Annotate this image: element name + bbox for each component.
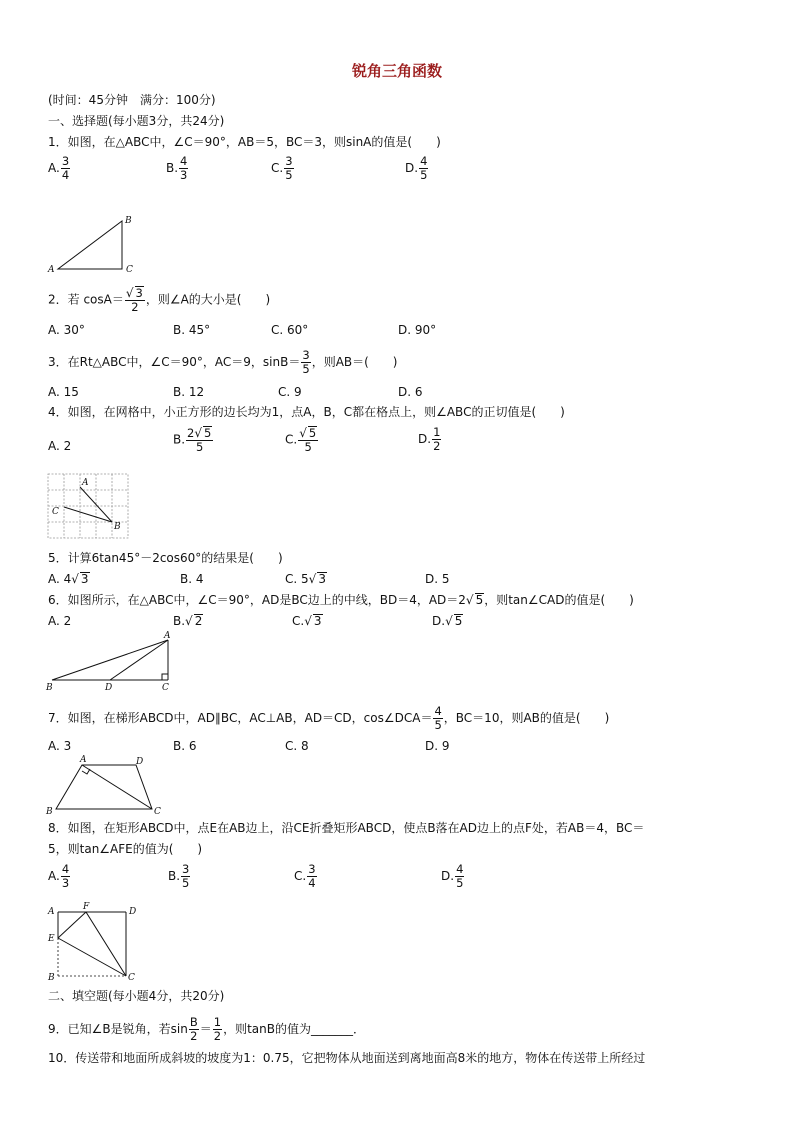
numerator: 4 (434, 704, 442, 718)
radicand: 3 (135, 286, 143, 300)
q7-post: ，BC＝10，则AB的值是( ) (443, 711, 610, 725)
q8-option-c[interactable] (294, 863, 318, 890)
q7-option-c[interactable]: C. 8 (285, 739, 309, 753)
numerator (186, 426, 213, 441)
q6-option-c[interactable] (292, 613, 323, 629)
section-choice-heading: 一、选择题(每小题3分，共24分) (48, 114, 225, 128)
q8-stem-line1: 8．如图，在矩形ABCD中，点E在AB边上，沿CE折叠矩形ABCD，使点B落在AD边上的点F处，若AB＝4，BC＝ (48, 821, 645, 835)
fraction (61, 863, 70, 890)
q3-option-a[interactable]: A. 15 (48, 385, 79, 399)
label-d: D (129, 907, 137, 917)
q4-stem: 4．如图，在网格中，小正方形的边长均为1，点A，B，C都在格点上，则∠ABC的正切值是( ) (48, 405, 565, 419)
exam-meta: (时间：45分钟 满分：100分) (48, 93, 216, 107)
option-label: D. (405, 161, 419, 175)
sqrt-symbol: √ (465, 593, 474, 607)
option-label: A. (48, 869, 60, 883)
q6-triangle-figure (44, 630, 178, 696)
label-d: D (136, 757, 144, 767)
q6-post: ，则tan∠CAD的值是( ) (484, 593, 634, 607)
q5-option-d[interactable]: D. 5 (425, 572, 450, 586)
q10-stem: 10．传送带和地面所成斜坡的坡度为1：0.75，它把物体从地面送到离地面高8米的地方，物体在传送带上所经过 (48, 1051, 646, 1065)
q2-post: ，则∠A的大小是( ) (145, 292, 271, 307)
numerator: 1 (433, 425, 441, 439)
q9-post: ，则tanB的值为_______． (223, 1022, 365, 1036)
option-label: D. (418, 432, 432, 446)
q7-option-b[interactable]: B. 6 (173, 739, 197, 753)
radicand: 5 (454, 614, 463, 628)
q3-post: ，则AB＝( ) (311, 355, 398, 369)
label-f: F (83, 902, 90, 912)
q4-option-c[interactable] (285, 426, 319, 454)
numerator: 4 (180, 154, 188, 168)
label-c: C (128, 973, 135, 983)
denominator: 5 (182, 876, 190, 890)
radicand: 3 (80, 572, 89, 586)
q5-stem: 5．计算6tan45°－2cos60°的结果是( ) (48, 551, 283, 565)
numerator: 3 (61, 154, 70, 168)
denominator: 3 (61, 876, 70, 890)
denominator: 2 (190, 1029, 198, 1043)
q6-option-b[interactable] (173, 613, 203, 629)
radicand: 5 (204, 426, 212, 440)
q8-option-b[interactable] (168, 863, 191, 890)
label-a: A (82, 478, 89, 488)
label-b: B (114, 522, 121, 532)
label-a: A (80, 755, 87, 765)
sqrt-symbol: √ (299, 426, 307, 440)
q1-option-a[interactable] (48, 155, 71, 182)
denominator: 5 (196, 440, 204, 454)
q9-stem (48, 1016, 365, 1043)
q8-option-d[interactable] (441, 863, 465, 890)
label-b: B (46, 807, 53, 817)
sqrt-symbol: √ (304, 614, 312, 628)
denominator: 2 (131, 300, 139, 314)
q6-stem (48, 592, 634, 608)
radicand: 3 (313, 614, 322, 628)
numerator (125, 286, 145, 301)
numerator: 4 (420, 154, 428, 168)
fraction (61, 155, 70, 182)
q4-grid-figure (46, 472, 132, 540)
denominator: 5 (302, 362, 310, 376)
equals: ＝ (199, 1022, 212, 1036)
page-title: 锐角三角函数 (351, 62, 442, 80)
denominator: 3 (180, 168, 188, 182)
option-label: A. (48, 161, 60, 175)
q3-option-b[interactable]: B. 12 (173, 385, 205, 399)
numerator (298, 426, 318, 441)
radicand: 5 (308, 426, 317, 440)
q2-stem (48, 286, 270, 314)
q4-option-d[interactable] (418, 426, 442, 453)
q7-trapezoid-figure (44, 752, 168, 818)
denominator: 2 (433, 439, 441, 453)
fraction (213, 1016, 222, 1043)
q6-option-a[interactable]: A. 2 (48, 614, 72, 628)
q2-pre: 2．若 cosA＝ (48, 292, 124, 307)
q6-pre: 6．如图所示，在△ABC中，∠C＝90°，AD是BC边上的中线，BD＝4，AD＝2 (48, 593, 466, 607)
q9-pre: 9．已知∠B是锐角，若sin (48, 1022, 188, 1036)
label-b: B (48, 973, 55, 983)
fraction (433, 705, 442, 732)
fraction (181, 863, 190, 890)
radicand: 2 (194, 614, 203, 628)
label-c: C (154, 807, 161, 817)
fraction (284, 155, 293, 182)
radicand: 5 (475, 593, 484, 607)
radicand: 3 (318, 572, 326, 586)
fraction (189, 1016, 199, 1043)
q3-pre: 3．在Rt△ABC中，∠C＝90°，AC＝9，sinB＝ (48, 355, 301, 369)
option-label: D. (432, 614, 446, 628)
fraction (125, 286, 145, 314)
fraction (301, 349, 310, 376)
option-label: C. (285, 432, 298, 447)
q8-stem-line2: 5，则tan∠AFE的值为( ) (48, 842, 203, 856)
q1-stem: 1．如图，在△ABC中，∠C＝90°，AB＝5，BC＝3，则sinA的值是( ) (48, 135, 441, 149)
q7-option-a[interactable]: A. 3 (48, 739, 72, 753)
denominator: 4 (308, 876, 316, 890)
sqrt-symbol: √ (71, 572, 79, 586)
q1-option-d[interactable] (405, 155, 429, 182)
denominator: 4 (61, 168, 70, 182)
option-label: C. (292, 614, 305, 628)
numerator: 4 (456, 862, 464, 876)
q8-rectangle-figure (44, 900, 144, 984)
option-label: A. 4 (48, 572, 72, 586)
q4-option-a[interactable]: A. 2 (48, 439, 72, 453)
label-b: B (46, 683, 53, 693)
option-label: C. 5 (285, 572, 309, 586)
denominator: 5 (434, 718, 442, 732)
fraction (419, 155, 428, 182)
fraction (179, 155, 188, 182)
denominator: 5 (456, 876, 464, 890)
denominator: 5 (304, 440, 312, 454)
label-c: C (52, 507, 59, 517)
sqrt-symbol: √ (308, 572, 317, 586)
option-label: B. (166, 161, 179, 175)
q3-option-c[interactable]: C. 9 (278, 385, 302, 399)
q5-option-c[interactable] (285, 571, 327, 587)
denominator: 5 (420, 168, 428, 182)
sqrt-symbol: √ (445, 614, 453, 628)
option-label: D. (441, 869, 455, 883)
option-label: C. (271, 161, 284, 175)
section-fill-heading: 二、填空题(每小题4分，共20分) (48, 989, 225, 1003)
numerator: 4 (61, 862, 70, 876)
numerator: 3 (302, 348, 310, 362)
option-label: C. (294, 869, 307, 883)
option-label: B. (168, 869, 181, 883)
numerator: 3 (182, 862, 190, 876)
label-b: B (125, 216, 132, 226)
sqrt-symbol: √ (125, 286, 134, 300)
q4-option-b[interactable] (173, 426, 214, 454)
q5-option-a[interactable] (48, 571, 90, 587)
label-a: A (164, 631, 171, 641)
q2-option-d[interactable]: D. 90° (398, 323, 437, 337)
numerator: 1 (213, 1015, 222, 1029)
q6-option-d[interactable] (432, 613, 463, 629)
q2-option-c[interactable]: C. 60° (271, 323, 309, 337)
label-a: A (48, 265, 55, 275)
q2-option-b[interactable]: B. 45° (173, 323, 211, 337)
q3-stem (48, 349, 398, 376)
fraction (455, 863, 464, 890)
q1-option-c[interactable] (271, 155, 295, 182)
q8-option-a[interactable] (48, 863, 71, 890)
q3-option-d[interactable]: D. 6 (398, 385, 423, 399)
sqrt-symbol: √ (185, 614, 193, 628)
sqrt-symbol: √ (194, 426, 203, 440)
q2-option-a[interactable]: A. 30° (48, 323, 85, 337)
option-label: B. (173, 432, 186, 447)
denominator: 2 (213, 1029, 222, 1043)
q5-option-b[interactable]: B. 4 (180, 572, 204, 586)
fraction (432, 426, 441, 453)
q7-option-d[interactable]: D. 9 (425, 739, 450, 753)
q1-option-b[interactable] (166, 155, 189, 182)
q7-stem (48, 705, 609, 732)
fraction (298, 426, 318, 454)
fraction (186, 426, 213, 454)
fraction (307, 863, 316, 890)
q1-triangle-figure (44, 212, 144, 278)
option-label: B. (173, 614, 186, 628)
q7-pre: 7．如图，在梯形ABCD中，AD∥BC，AC⊥AB，AD＝CD，cos∠DCA＝ (48, 711, 433, 725)
numerator: 3 (285, 154, 293, 168)
denominator: 5 (285, 168, 293, 182)
coefficient: 2 (187, 426, 195, 440)
label-c: C (162, 683, 169, 693)
label-c: C (126, 265, 133, 275)
numerator: B (189, 1015, 198, 1029)
numerator: 3 (308, 862, 316, 876)
label-e: E (48, 934, 55, 944)
label-d: D (105, 683, 113, 693)
label-a: A (48, 907, 55, 917)
